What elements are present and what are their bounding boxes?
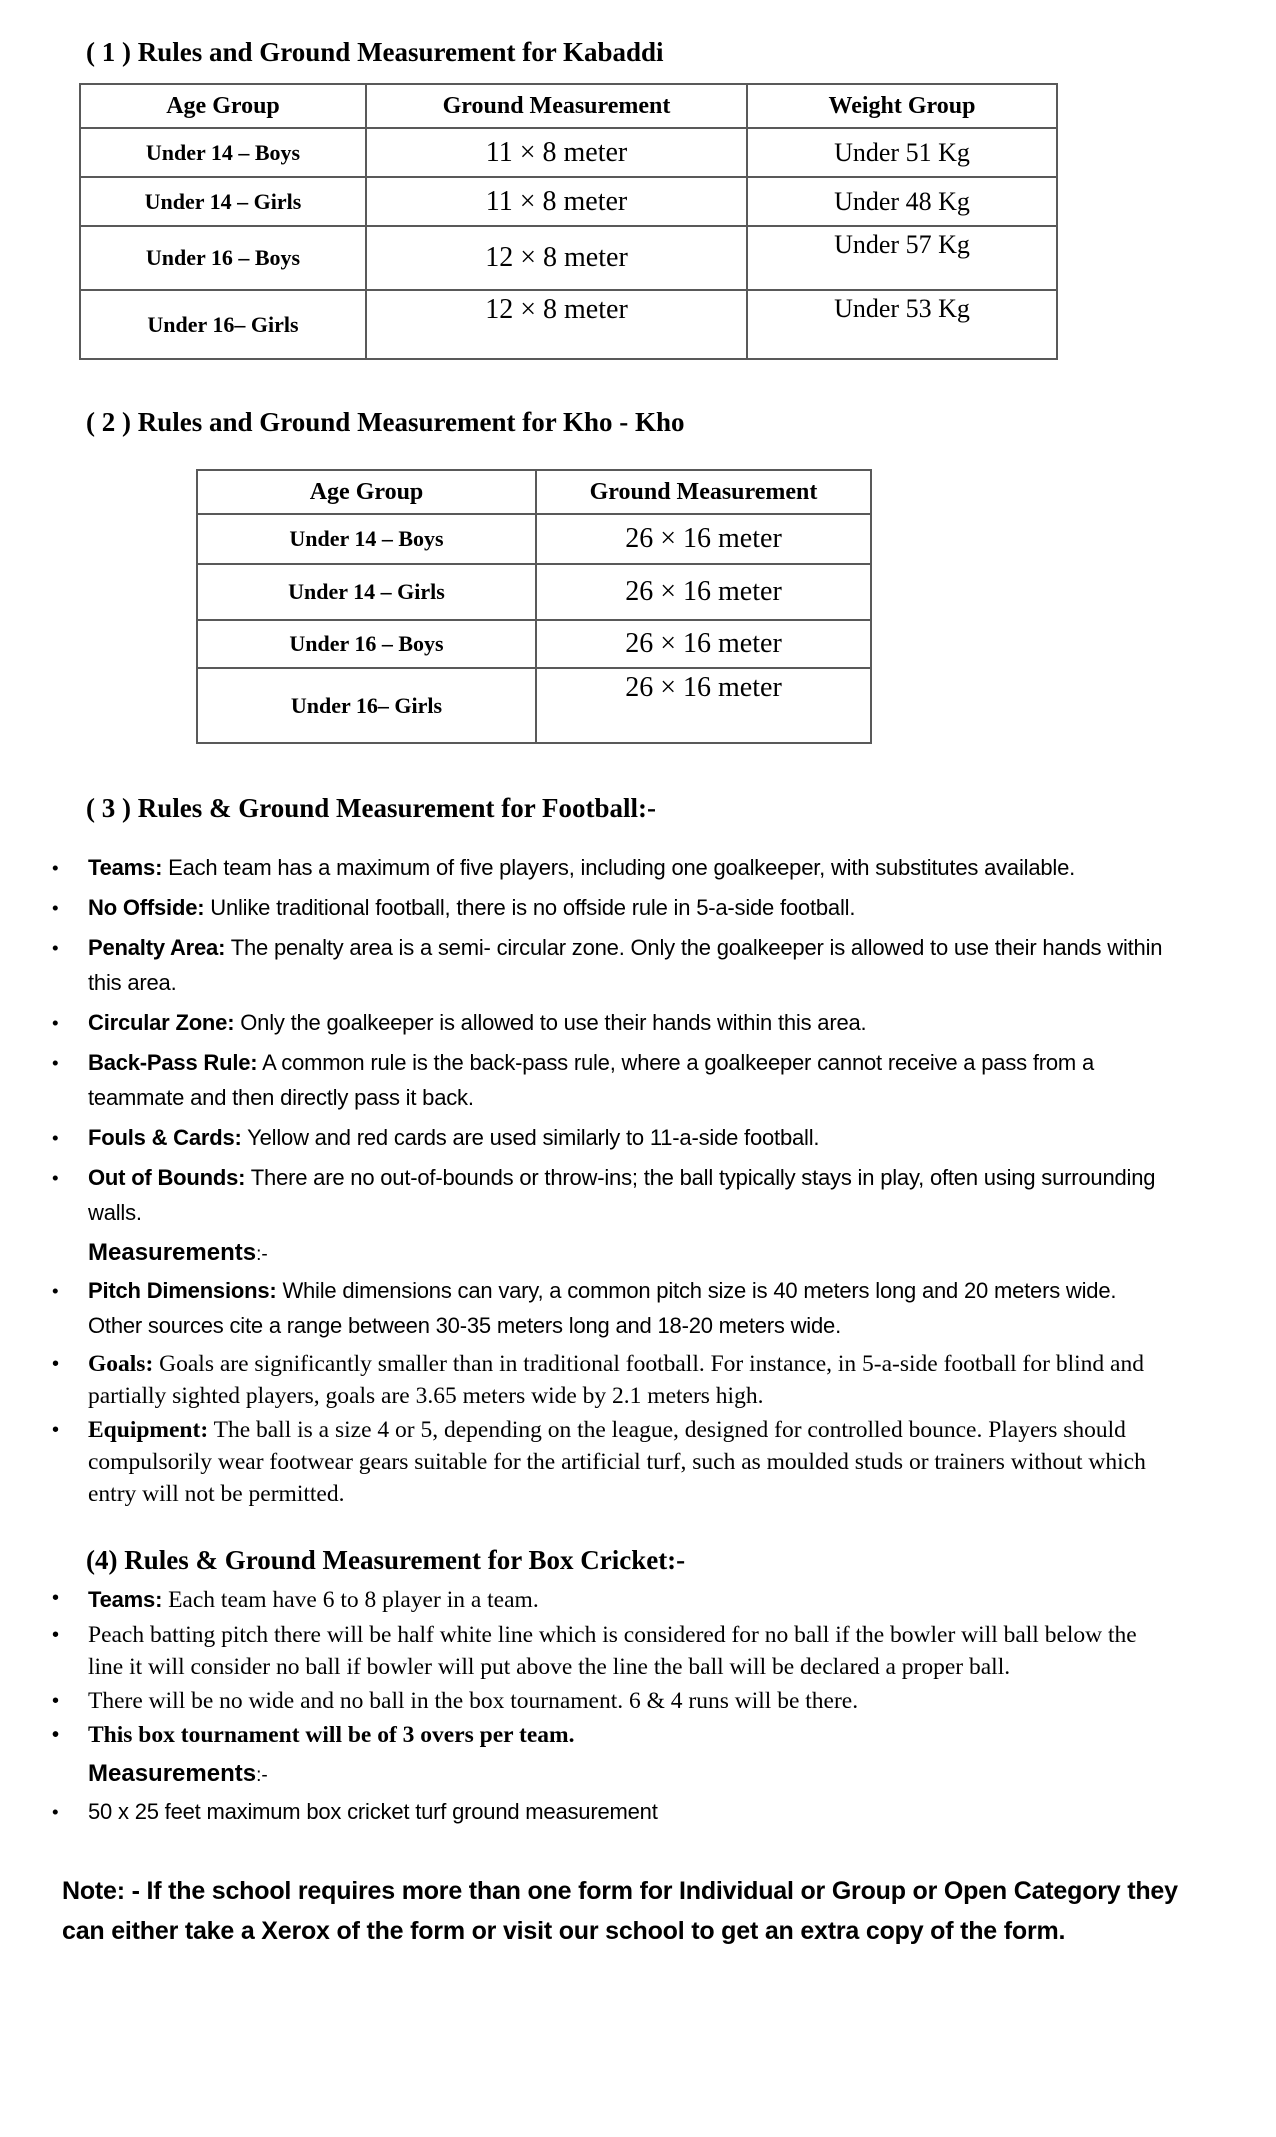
table-header-row bbox=[80, 84, 1057, 128]
bullet-text: The ball is a size 4 or 5, depending on the league, designed for controlled bounce. Players should compulsorily wear footwear gears suitable for the artificial turf, such as moulded studs or trainers without which entry will not be permitted. bbox=[88, 1417, 1146, 1507]
khokho-heading: ( 2 ) Rules and Ground Measurement for Kho - Kho bbox=[86, 407, 685, 437]
age-group-cell: Under 16– Girls bbox=[197, 668, 536, 743]
boxcricket-heading: (4) Rules & Ground Measurement for Box Cricket:- bbox=[86, 1545, 686, 1575]
bullet-label: Circular Zone: bbox=[88, 1010, 235, 1035]
bullet-text: Yellow and red cards are used similarly to 11-a-side football. bbox=[241, 1125, 820, 1150]
bullet-label: Penalty Area: bbox=[88, 935, 226, 960]
note-label: Note: - bbox=[62, 1877, 140, 1905]
col-header-weight-group: Weight Group bbox=[747, 84, 1057, 128]
age-group-cell: Under 14 – Girls bbox=[80, 177, 366, 226]
bullet-text: There are no out-of-bounds or throw-ins; the ball typically stays in play, often using surrounding walls. bbox=[88, 1165, 1156, 1225]
table-row bbox=[80, 226, 1057, 290]
table-row bbox=[197, 564, 871, 620]
list-item bbox=[48, 890, 1176, 925]
bullet-text: While dimensions can vary, a common pitch size is 40 meters long and 20 meters wide. Other sources cite a range between 30-35 meters long and 18-20 meters wide. bbox=[88, 1278, 1117, 1338]
list-item bbox=[48, 1120, 1176, 1155]
age-group-cell: Under 16 – Boys bbox=[197, 620, 536, 668]
document-page bbox=[0, 36, 1276, 2137]
bullet-label: Fouls & Cards: bbox=[88, 1125, 242, 1150]
bullet-text: There will be no wide and no ball in the box tournament. 6 & 4 runs will be there. bbox=[88, 1688, 859, 1714]
khokho-table bbox=[196, 469, 872, 744]
age-group-cell: Under 14 – Boys bbox=[197, 514, 536, 564]
col-header-age-group: Age Group bbox=[80, 84, 366, 128]
note-paragraph bbox=[62, 1871, 1217, 1951]
football-measurements-subheading bbox=[48, 1235, 1176, 1273]
bullet-text: A common rule is the back-pass rule, where a goalkeeper cannot receive a pass from a teammate and then directly pass it back. bbox=[88, 1050, 1094, 1110]
football-heading: ( 3 ) Rules & Ground Measurement for Football:- bbox=[86, 793, 656, 823]
measurements-suffix: :- bbox=[256, 1244, 268, 1265]
list-item bbox=[48, 850, 1176, 885]
bullet-text: Each team have 6 to 8 player in a team. bbox=[162, 1587, 539, 1613]
list-item bbox=[48, 1160, 1176, 1230]
col-header-age-group: Age Group bbox=[197, 470, 536, 514]
bullet-text: Each team has a maximum of five players, including one goalkeeper, with substitutes available. bbox=[162, 855, 1076, 880]
col-header-ground-measurement: Ground Measurement bbox=[366, 84, 747, 128]
ground-measurement-cell: 26 × 16 meter bbox=[536, 564, 871, 620]
boxcricket-rules-list bbox=[48, 1582, 1176, 1829]
table-row bbox=[197, 668, 871, 743]
list-item bbox=[48, 1045, 1176, 1115]
bullet-text: Only the goalkeeper is allowed to use their hands within this area. bbox=[234, 1010, 867, 1035]
ground-measurement-cell: 26 × 16 meter bbox=[536, 668, 871, 743]
table-row bbox=[80, 128, 1057, 177]
kabaddi-table bbox=[79, 83, 1058, 360]
ground-measurement-cell: 12 × 8 meter bbox=[366, 290, 747, 359]
age-group-cell: Under 14 – Boys bbox=[80, 128, 366, 177]
kabaddi-heading: ( 1 ) Rules and Ground Measurement for Kabaddi bbox=[86, 37, 664, 67]
bullet-label: Pitch Dimensions: bbox=[88, 1278, 277, 1303]
age-group-cell: Under 16 – Boys bbox=[80, 226, 366, 290]
list-item bbox=[48, 1414, 1176, 1510]
bullet-label: Back-Pass Rule: bbox=[88, 1050, 258, 1075]
list-item bbox=[48, 1685, 1176, 1717]
football-rules-list bbox=[48, 850, 1176, 1510]
weight-group-cell: Under 51 Kg bbox=[747, 128, 1057, 177]
bullet-text: 50 x 25 feet maximum box cricket turf ground measurement bbox=[88, 1799, 658, 1824]
weight-group-cell: Under 48 Kg bbox=[747, 177, 1057, 226]
bullet-label: Teams: bbox=[88, 855, 163, 880]
bullet-label: Teams: bbox=[88, 1587, 163, 1612]
note-text: If the school requires more than one form for Individual or Group or Open Category they can either take a Xerox of the form or visit our school to get an extra copy of the form. bbox=[62, 1877, 1178, 1945]
measurements-label: Measurements bbox=[88, 1760, 257, 1787]
ground-measurement-cell: 11 × 8 meter bbox=[366, 177, 747, 226]
list-item bbox=[48, 1005, 1176, 1040]
table-row bbox=[197, 620, 871, 668]
table-row bbox=[80, 290, 1057, 359]
list-item bbox=[48, 1582, 1176, 1617]
ground-measurement-cell: 12 × 8 meter bbox=[366, 226, 747, 290]
age-group-cell: Under 16– Girls bbox=[80, 290, 366, 359]
boxcricket-measurements-subheading bbox=[48, 1756, 1176, 1794]
bullet-label: No Offside: bbox=[88, 895, 205, 920]
col-header-ground-measurement: Ground Measurement bbox=[536, 470, 871, 514]
table-row bbox=[197, 514, 871, 564]
bullet-label: Goals: bbox=[88, 1351, 154, 1377]
ground-measurement-cell: 26 × 16 meter bbox=[536, 514, 871, 564]
list-item bbox=[48, 1348, 1176, 1412]
table-row bbox=[80, 177, 1057, 226]
table-header-row bbox=[197, 470, 871, 514]
list-item bbox=[48, 1273, 1176, 1343]
bullet-text: This box tournament will be of 3 overs per team. bbox=[88, 1722, 575, 1748]
list-item bbox=[48, 1619, 1176, 1683]
list-item bbox=[48, 1719, 1176, 1751]
measurements-suffix: :- bbox=[256, 1765, 268, 1786]
bullet-text: Unlike traditional football, there is no offside rule in 5-a-side football. bbox=[204, 895, 856, 920]
bullet-label: Equipment: bbox=[88, 1417, 209, 1443]
list-item bbox=[48, 1794, 1176, 1829]
weight-group-cell: Under 57 Kg bbox=[747, 226, 1057, 290]
ground-measurement-cell: 26 × 16 meter bbox=[536, 620, 871, 668]
bullet-text: Peach batting pitch there will be half white line which is considered for no ball if the bowler will ball below the line it will consider no ball if bowler will put above the line the ball will be declared a proper ball. bbox=[88, 1622, 1137, 1680]
age-group-cell: Under 14 – Girls bbox=[197, 564, 536, 620]
list-item bbox=[48, 930, 1176, 1000]
weight-group-cell: Under 53 Kg bbox=[747, 290, 1057, 359]
bullet-text: The penalty area is a semi- circular zone. Only the goalkeeper is allowed to use their hands within this area. bbox=[88, 935, 1163, 995]
bullet-text: Goals are significantly smaller than in traditional football. For instance, in 5-a-side football for blind and partially sighted players, goals are 3.65 meters wide by 2.1 meters high. bbox=[88, 1351, 1144, 1409]
bullet-label: Out of Bounds: bbox=[88, 1165, 246, 1190]
measurements-label: Measurements bbox=[88, 1239, 257, 1266]
ground-measurement-cell: 11 × 8 meter bbox=[366, 128, 747, 177]
